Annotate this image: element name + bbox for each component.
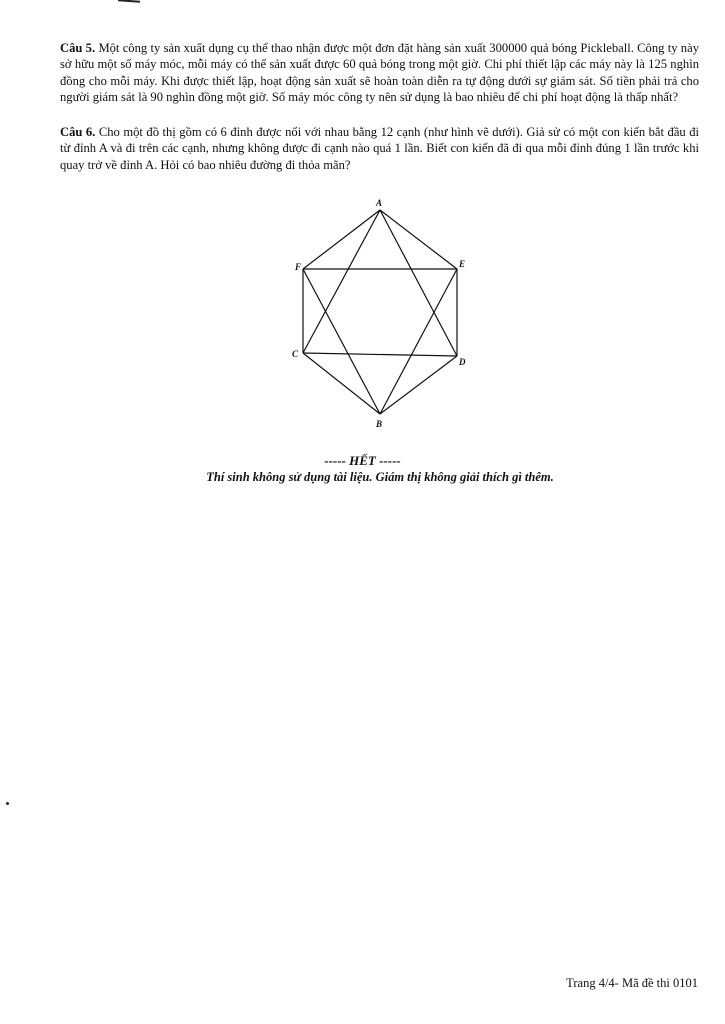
question-5-text: Một công ty sản xuất dụng cụ thể thao nhận được một đơn đặt hàng sản xuất 300000 quả bóng Pickleball. Công ty này sở hữu một số máy móc, mỗi máy có thể sản xuất được 60 quả bóng trong một giờ. Chi phí thiết lập các máy này là 125 nghìn đồng cho mỗi máy. Khi được thiết lập, hoạt động sản xuất sẽ hoàn toàn diễn ra tự động dưới sự giám sát. Số tiền phải trả cho người giám sát là 90 nghìn đồng một giờ. Số máy móc công ty nên sử dụng là bao nhiêu để chi phí hoạt động là thấp nhất? <box>60 41 699 105</box>
vertex-label-c: C <box>292 349 299 359</box>
scan-mark-left <box>6 802 9 805</box>
page-footer: Trang 4/4- Mã đề thi 0101 <box>566 976 698 990</box>
end-of-exam-mark: ----- HẾT ----- <box>324 453 401 468</box>
question-6-text: Cho một đồ thị gồm có 6 đỉnh được nối với nhau bằng 12 cạnh (như hình vẽ dưới). Giả sử có một con kiến bắt đầu đi từ đỉnh A và đi trên các cạnh, nhưng không được đi cạnh nào quá 1 lần. Biết con kiến đã đi qua mỗi đỉnh đúng 1 lần trước khi quay trở về đỉnh A. Hỏi có bao nhiêu đường đi thỏa mãn? <box>60 125 699 172</box>
edge-A-E <box>380 210 457 269</box>
edge-A-C <box>303 210 380 353</box>
edge-F-A <box>303 210 380 269</box>
question-6 <box>60 124 699 173</box>
vertex-label-d: D <box>459 357 466 367</box>
vertex-label-b: B <box>376 419 383 429</box>
question-6-label: Câu 6. <box>60 125 96 139</box>
question-5-label: Câu 5. <box>60 41 96 55</box>
vertex-label-a: A <box>376 198 383 208</box>
edge-E-B <box>380 269 457 414</box>
hexagon-graph-diagram <box>285 196 475 432</box>
edge-A-D <box>380 210 457 356</box>
edge-F-B <box>303 269 380 414</box>
question-5 <box>60 40 699 106</box>
edge-D-B <box>380 356 457 414</box>
edge-C-D <box>303 353 457 356</box>
vertex-label-e: E <box>459 259 466 269</box>
exam-note: Thí sinh không sử dụng tài liệu. Giám thị không giải thích gì thêm. <box>206 470 554 484</box>
edge-B-C <box>303 353 380 414</box>
vertex-label-f: F <box>295 262 302 272</box>
scan-mark-top <box>118 0 140 3</box>
graph-figure <box>285 196 475 432</box>
